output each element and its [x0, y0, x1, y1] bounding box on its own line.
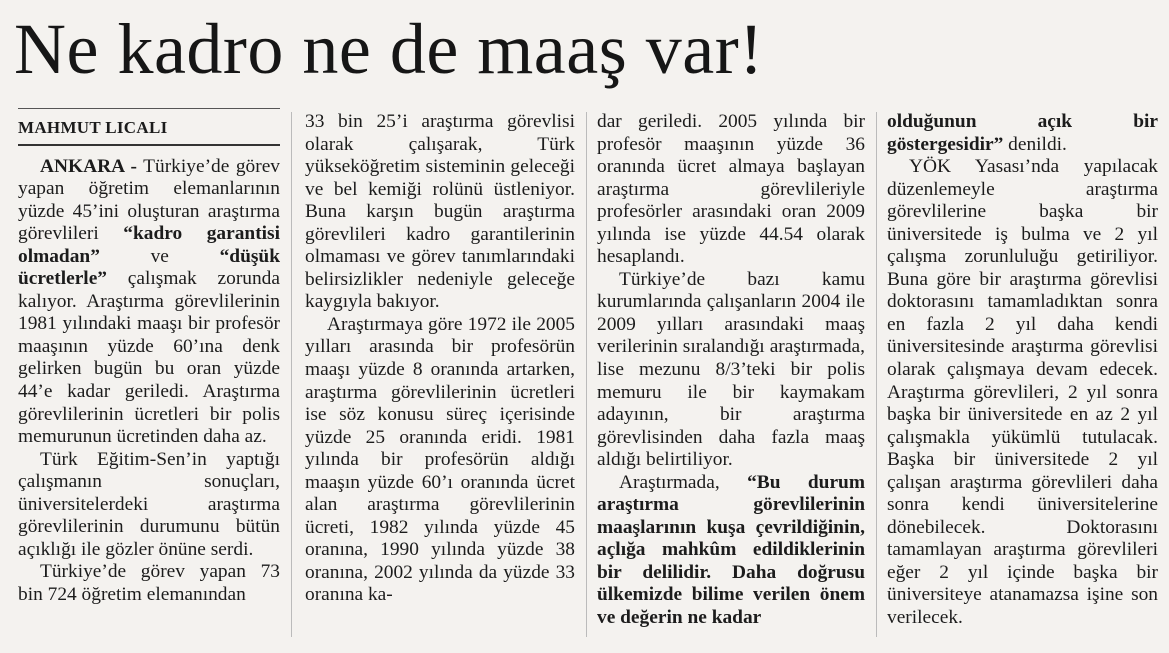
bold-quote: “Bu durum araştırma görevlilerinin maaşlarının kuşa çevrildiğinin, açlığa mahkûm edildiklerinin bir delilidir. Daha doğrusu ülkemizde bilime verilen önem ve değerin ne kadar	[597, 471, 865, 629]
byline: MAHMUT LICALI	[18, 117, 280, 146]
paragraph	[597, 472, 865, 630]
text-run: ve	[99, 245, 220, 267]
text-run: çalışmak zorunda kalıyor. Araştırma görevlilerinin 1981 yılındaki maaşı bir profesör maaşının yüzde 60’ına denk gelirken bugün bu oran yüzde 44’e kadar geriledi. Araştırma görevlilerinin ücretleri bir polis memurunun ücretinden daha az.	[18, 268, 280, 448]
headline: Ne kadro ne de maaş var!	[14, 9, 764, 89]
paragraph: 33 bin 25’i araştırma görevlisi olarak çalışarak, Türk yükseköğretim sisteminin geleceği ve bel kemiği rolünü üstleniyor. Buna karşın bugün araştırma görevlileri kadro garantilerinin olmaması ve görev tanımlarındaki belirsizlikler nedeniyle geleceğe kaygıyla bakıyor.	[305, 111, 575, 313]
paragraph: Türkiye’de görev yapan 73 bin 724 öğretim elemanından	[18, 561, 280, 605]
column-divider	[586, 112, 587, 637]
article-column-1	[18, 110, 280, 606]
column-divider	[291, 112, 292, 637]
paragraph: Türkiye’de bazı kamu kurumlarında çalışanların 2004 ile 2009 yılları arasındaki maaş verilerinin sıralandığı araştırmada, lise mezunu 8/3’teki bir polis memuru ile bir kaymakam adayının, bir araştırma görevlisinden daha fazla maaş aldığı belirtiliyor.	[597, 268, 865, 471]
dateline: ANKARA -	[40, 155, 138, 177]
article-column-3	[597, 111, 865, 630]
paragraph	[887, 111, 1158, 156]
paragraph: dar geriledi. 2005 yılında bir profesör maaşının yüzde 36 oranında ücret almaya başlayan araştırma görevlileriyle profesörler arasındaki oran 2009 yılında ise yüzde 44.54 olarak hesaplandı.	[597, 111, 865, 268]
article-column-2	[305, 111, 575, 607]
bold-quote: “kadro garantisi olmadan”	[18, 223, 280, 267]
column-divider	[876, 112, 877, 637]
text-run: denildi.	[1003, 133, 1067, 155]
byline-top-rule	[18, 108, 280, 109]
article-column-4	[887, 111, 1158, 630]
text-run: Türkiye’de görev yapan öğretim elemanlarının yüzde 45’ini oluşturan araştırma görevlileri	[18, 155, 280, 245]
paragraph: Türk Eğitim-Sen’in yaptığı çalışmanın sonuçları, üniversitelerdeki araştırma görevlilerinin durumunu bütün açıklığı ile gözler önüne serdi.	[18, 448, 280, 560]
bold-quote: olduğunun açık bir göstergesidir”	[887, 111, 1158, 155]
bold-quote: “düşük ücretlerle”	[18, 245, 280, 290]
paragraph: YÖK Yasası’nda yapılacak düzenlemeyle araştırma görevlilerine başka bir üniversitede iş bulma ve 2 yıl çalışma zorunluluğu getiriliyor. Buna göre bir araştırma görevlisi doktorasını tamamladıktan sonra en fazla 2 yıl daha kendi üniversitesinde araştırma görevlisi olarak çalışmaya devam edecek. Araştırma görevlileri, 2 yıl sonra başka bir üniversitede en az 2 yıl çalışmakla yükümlü tutulacak. Başka bir üniversitede 2 yıl çalışan araştırma görevlileri daha sonra kendi üniversitelerine dönebilecek. Doktorasını tamamlayan araştırma görevlileri eğer 2 yıl içinde başka bir üniversiteye atanamazsa işine son verilecek.	[887, 156, 1158, 629]
text-run: Araştırmada,	[619, 471, 748, 493]
paragraph: Araştırmaya göre 1972 ile 2005 yılları arasında bir profesörün maaşı yüzde 8 oranında artarken, araştırma görevlilerinin ücretleri ise söz konusu süreç içerisinde yüzde 25 oranında eridi. 1981 yılında bir profesörün aldığı maaşın yüzde 60’ı oranında ücret alan araştırma görevlilerinin ücreti, 1982 yılında yüzde 45 oranına, 1990 yılında yüzde 38 oranına, 2002 yılında da yüzde 33 oranına ka-	[305, 313, 575, 606]
paragraph	[18, 156, 280, 449]
